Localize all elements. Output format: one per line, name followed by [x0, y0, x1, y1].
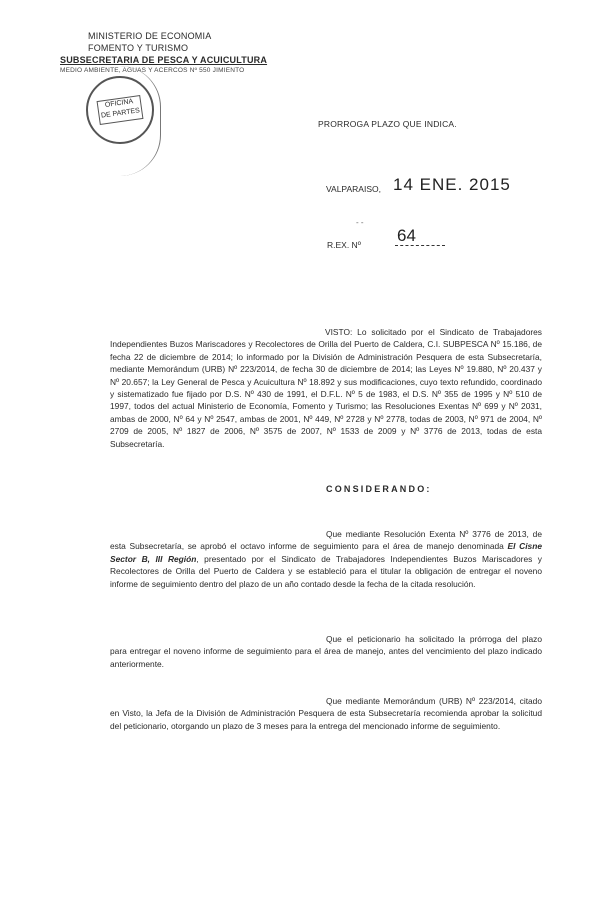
dash-mark: - -	[356, 218, 364, 227]
considerando-paragraph-2: Que el peticionario ha solicitado la prórroga del plazo para entregar el noveno informe de seguimiento para el área de manejo, antes del vencimiento del plazo indicado anteriormente.	[110, 634, 542, 669]
stamp-line-2: DE PARTES	[100, 107, 141, 120]
resolution-number-line	[395, 245, 445, 246]
letterhead	[60, 30, 268, 76]
subsecretary-name: SUBSECRETARIA DE PESCA Y ACUICULTURA	[60, 55, 268, 65]
visto-paragraph: VISTO: Lo solicitado por el Sindicato de Trabajadores Independientes Buzos Mariscadores y Recolectores de Orilla del Puerto de Caldera, C.I. SUBPESCA Nº 15.186, de fecha 22 de diciembre de 2014; lo informado por la División de Administración Pesquera de esta Subsecretaría, mediante Memorándum (URB) Nº 223/2014, de fecha 30 de diciembre de 2014; las Leyes Nº 19.880, Nº 20.437 y Nº 20.657; la Ley General de Pesca y Acuicultura Nº 18.892 y sus modificaciones, cuyo texto refundido, coordinado y sistematizado fue fijado por D.S. Nº 430 de 1991, el D.F.L. Nº 5 de 1983, el D.S. Nº 355 de 1995 y Nº 510 de 1997, todos del actual Ministerio de Economía, Fomento y Turismo; las Resoluciones Exentas Nº 699 y Nº 2031, ambas de 2000, Nº 64 y Nº 2547, ambas de 2001, Nº 449, Nº 2728 y Nº 2778, todas de 2003, Nº 971 de 2004, Nº 2709 de 2005, Nº 1827 de 2006, Nº 3575 de 2007, Nº 1533 de 2009 y Nº 3776 de 2013, todas de esta Subsecretaría.	[110, 327, 542, 449]
resolution-number: 64	[397, 226, 416, 245]
office-stamp	[86, 76, 154, 144]
considerando-paragraph-3: Que mediante Memorándum (URB) Nº 223/2014, citado en Visto, la Jefa de la División de Administración Pesquera de esta Subsecretaría recomienda aprobar la solicitud del peticionario, otorgando un plazo de 3 meses para la entrega del mencionado informe de seguimiento.	[110, 696, 542, 731]
considerando-heading: CONSIDERANDO:	[326, 484, 432, 494]
stamped-date: 14 ENE. 2015	[393, 175, 511, 194]
p1-text-a: Que mediante Resolución Exenta Nº 3776 de 2013, de esta Subsecretaría, se aprobó el octavo informe de seguimiento para el área de manejo denominada	[110, 529, 542, 552]
p1-text-c: , presentado por el Sindicato de Trabajadores Independientes Buzos Mariscadores y Recolectores de Orilla del Puerto de Caldera y se estableció para el titular la obligación de entregar el noveno informe de seguimiento dentro del plazo de un año contado desde la fecha de la citada resolución.	[110, 553, 542, 589]
resolution-label: R.EX. Nº	[327, 240, 361, 250]
stamp-text	[97, 95, 144, 125]
area-name: El Cisne Sector B, III Región	[110, 541, 542, 564]
department-line: MEDIO AMBIENTE, AGUAS Y ACERCOS Nº 550 JIMIENTO	[60, 67, 245, 74]
stamp-line-1: OFICINA	[104, 98, 134, 110]
ministry-subname: FOMENTO Y TURISMO	[88, 43, 189, 53]
considerando-paragraph-1	[110, 528, 542, 590]
document-subject: PRORROGA PLAZO QUE INDICA.	[318, 119, 457, 129]
place-label: VALPARAISO,	[326, 184, 381, 194]
ministry-name: MINISTERIO DE ECONOMIA	[88, 31, 212, 41]
